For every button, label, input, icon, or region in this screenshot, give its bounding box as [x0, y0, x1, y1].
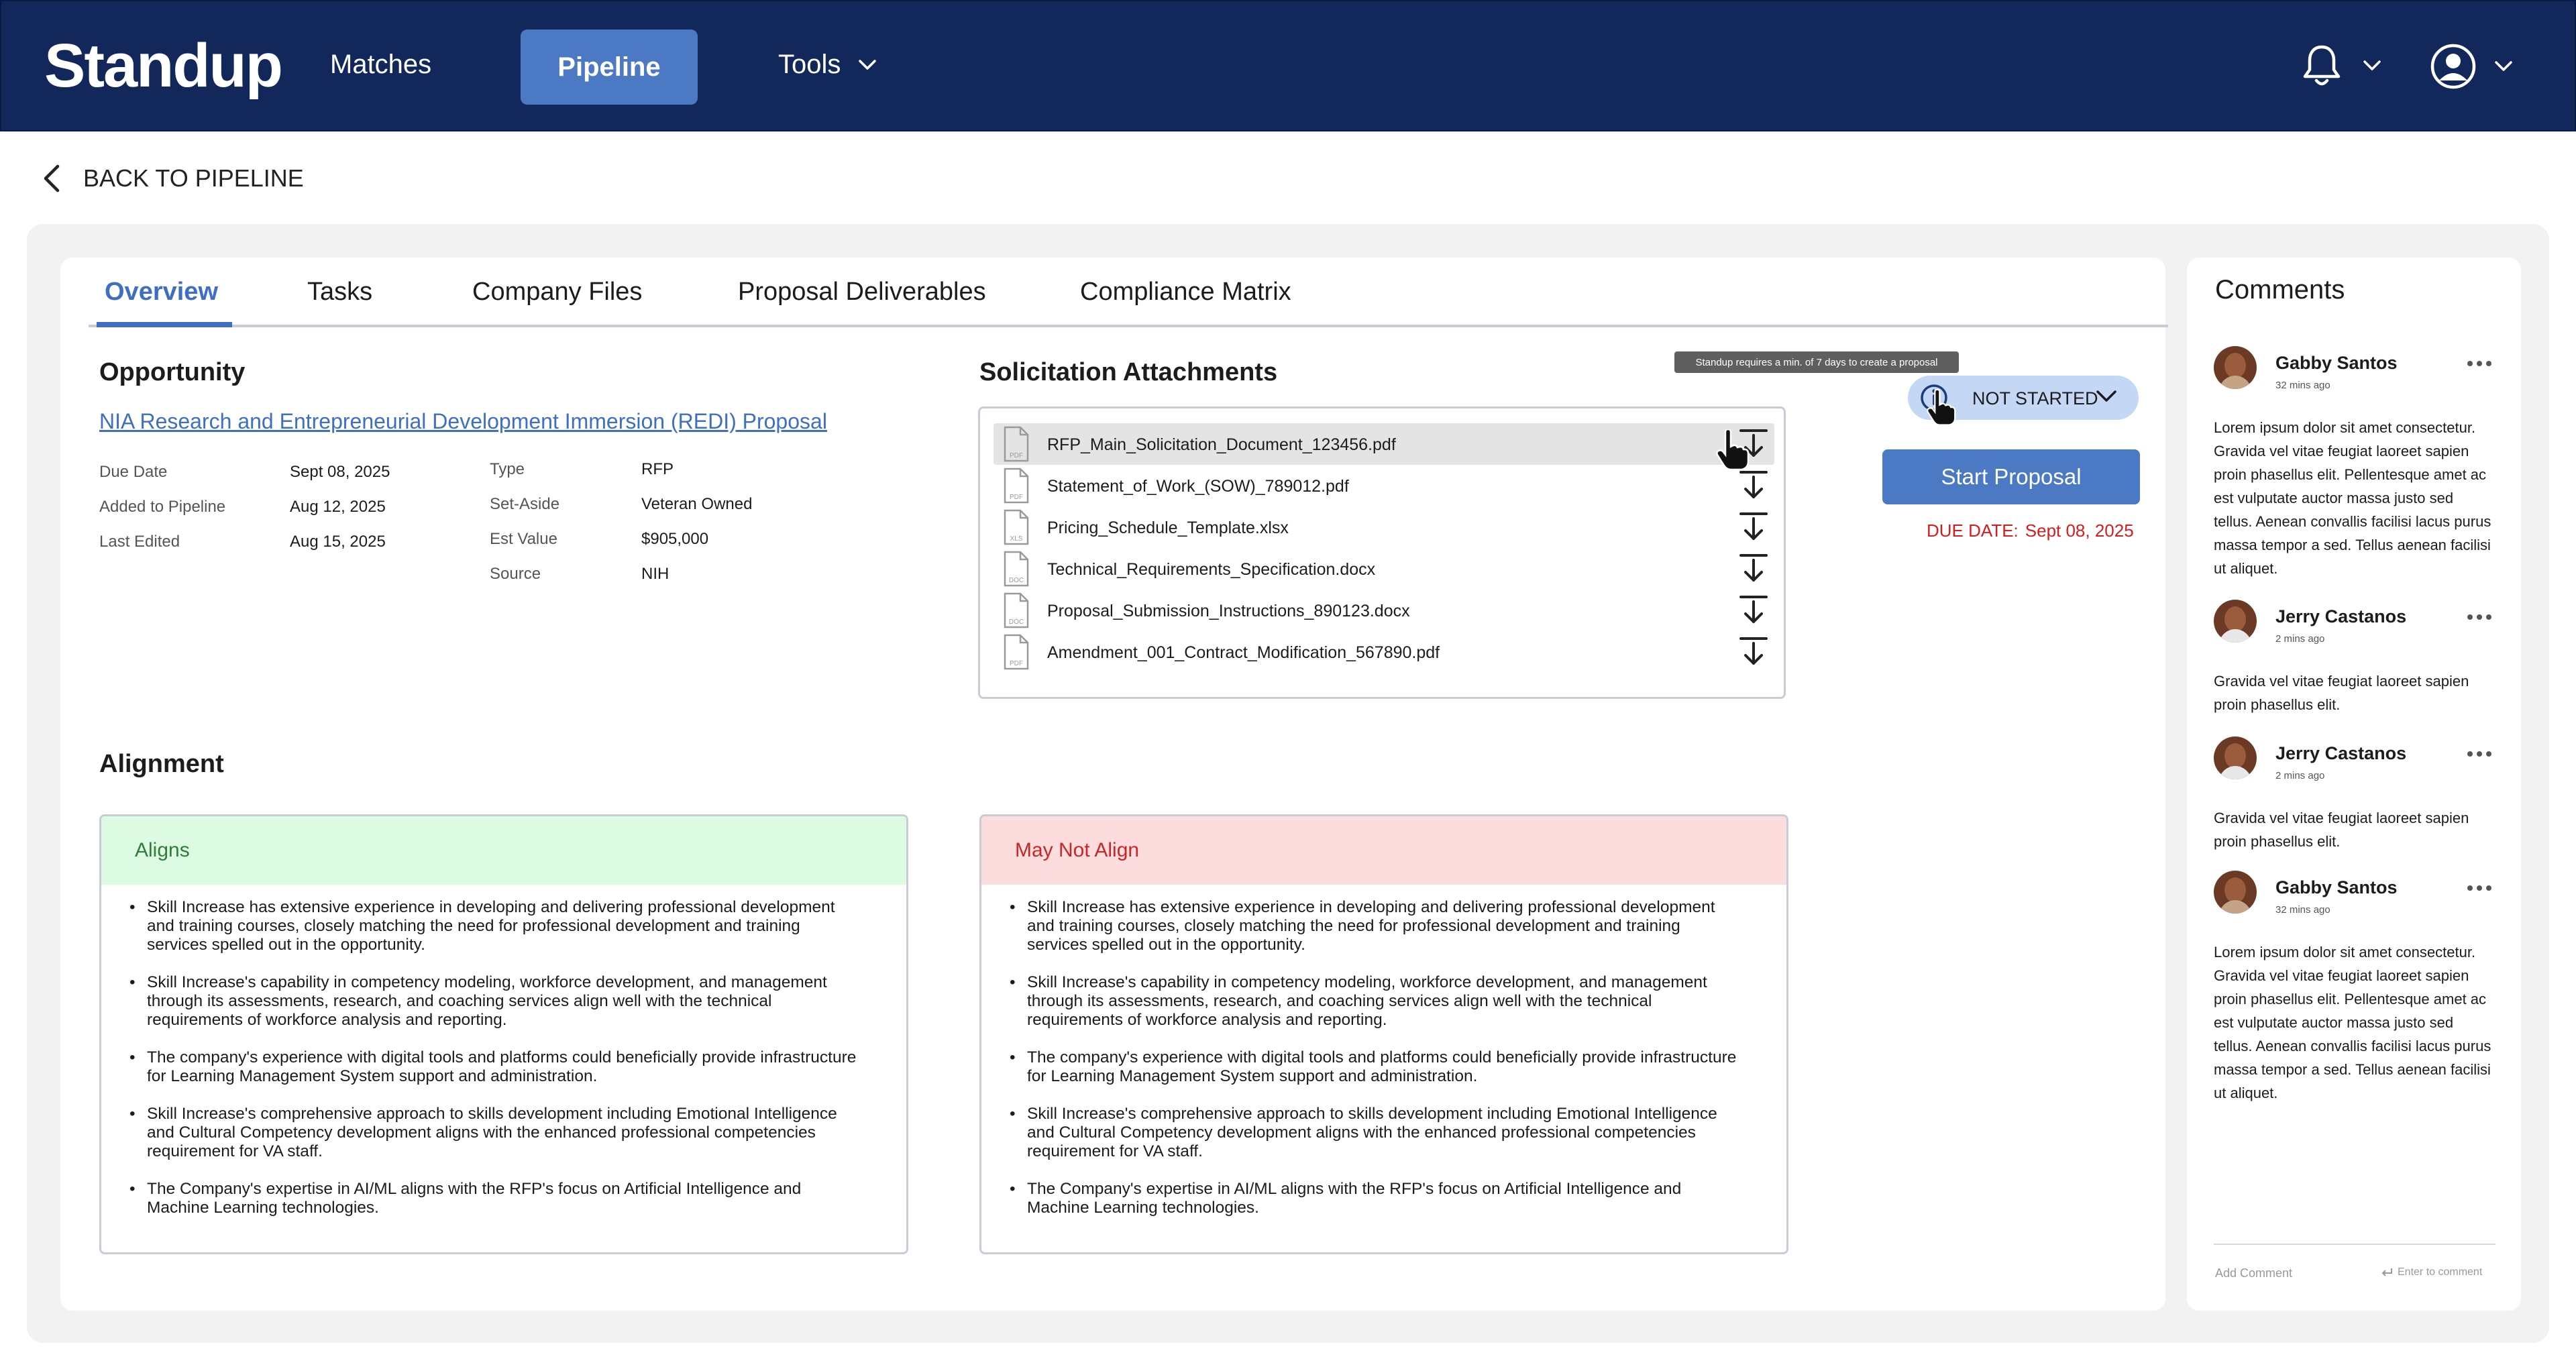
comment-author: Gabby Santos	[2275, 353, 2398, 373]
svg-text:XLS: XLS	[1010, 535, 1023, 543]
field-label: Est Value	[490, 530, 557, 548]
list-item: • The Company's expertise in AI/ML aligns with the RFP's focus on Artificial Intelligence and Machine Learning technologies.	[1027, 1180, 1739, 1217]
tab-overview[interactable]: Overview	[97, 278, 232, 327]
list-item: • Skill Increase has extensive experience in developing and delivering professional development and training courses, closely matching the need for professional development and training services spelled out in the opportunity.	[1027, 898, 1739, 954]
svg-text:PDF: PDF	[1010, 660, 1023, 667]
aligns-header: Aligns	[101, 816, 906, 885]
comment-input-divider	[2214, 1244, 2496, 1245]
status-label: NOT STARTED	[1972, 388, 2098, 408]
comment-author: Jerry Castanos	[2275, 743, 2407, 763]
comment-text: Gravida vel vitae feugiat laoreet sapien proin phasellus elit.	[2214, 673, 2469, 713]
download-icon[interactable]	[1738, 635, 1769, 667]
hand-cursor-icon	[1927, 389, 1956, 427]
attachment-row[interactable]	[994, 465, 1774, 506]
xls-file-icon	[1003, 509, 1030, 545]
add-comment-input[interactable]: Add Comment	[2215, 1266, 2293, 1280]
avatar	[2214, 600, 2257, 643]
tab-bar	[89, 274, 2168, 327]
attachment-row[interactable]	[994, 548, 1774, 590]
list-item: • Skill Increase has extensive experience in developing and delivering professional development and training courses, closely matching the need for professional development and training services spelled out in the opportunity.	[147, 898, 859, 954]
more-options-icon[interactable]	[2466, 360, 2493, 368]
download-icon[interactable]	[1738, 594, 1769, 626]
attachments-list	[978, 406, 1786, 699]
list-item: • Skill Increase's capability in competency modeling, workforce development, and management through its assessments, research, and coaching services align well with the technical requirements of workforce analysis and reporting.	[147, 973, 859, 1030]
enter-key-icon	[2380, 1267, 2394, 1278]
top-nav-bar	[0, 0, 2576, 131]
chevron-down-icon	[2494, 60, 2513, 72]
user-avatar-icon	[2430, 43, 2477, 90]
nav-tools-label: Tools	[778, 50, 841, 79]
doc-file-icon	[1003, 592, 1030, 628]
doc-file-icon	[1003, 551, 1030, 587]
may-not-align-header: May Not Align	[981, 816, 1786, 885]
back-to-pipeline-link[interactable]	[43, 164, 304, 193]
tab-compliance-matrix[interactable]: Compliance Matrix	[1080, 278, 1291, 306]
avatar	[2214, 346, 2257, 389]
comments-heading: Comments	[2215, 275, 2345, 305]
start-proposal-button[interactable]: Start Proposal	[1882, 449, 2140, 504]
user-menu[interactable]	[2430, 43, 2513, 90]
svg-text:PDF: PDF	[1010, 452, 1023, 459]
tab-proposal-deliverables[interactable]: Proposal Deliverables	[738, 278, 986, 306]
attachment-filename: Proposal_Submission_Instructions_890123.docx	[1047, 602, 1410, 620]
download-icon[interactable]	[1738, 469, 1769, 501]
svg-text:DOC: DOC	[1008, 577, 1024, 584]
attachment-filename: Pricing_Schedule_Template.xlsx	[1047, 518, 1289, 537]
attachment-row[interactable]	[994, 506, 1774, 548]
comment-author: Jerry Castanos	[2275, 606, 2407, 626]
enter-hint-label: Enter to comment	[2398, 1266, 2483, 1278]
attachment-row[interactable]	[994, 590, 1774, 631]
due-date-banner	[1927, 520, 2134, 541]
more-options-icon[interactable]	[2466, 884, 2493, 892]
set-aside-value: Veteran Owned	[641, 495, 753, 513]
pdf-file-icon	[1003, 468, 1030, 504]
field-label: Added to Pipeline	[99, 498, 226, 516]
nav-tools[interactable]	[778, 50, 877, 80]
pdf-file-icon	[1003, 426, 1030, 462]
last-edited-value: Aug 15, 2025	[290, 533, 386, 551]
due-date-value: Sept 08, 2025	[290, 463, 390, 481]
enter-hint	[2380, 1266, 2482, 1278]
est-value-value: $905,000	[641, 530, 709, 548]
nav-pipeline[interactable]: Pipeline	[521, 30, 698, 105]
bell-icon	[2301, 43, 2343, 89]
list-item: • Skill Increase's comprehensive approach to skills development including Emotional Intelligence and Cultural Competency development aligns with the enhanced professional competencies requirement for VA staff.	[147, 1105, 859, 1161]
field-label: Source	[490, 565, 541, 583]
attachments-heading: Solicitation Attachments	[979, 358, 1278, 386]
comment-time: 32 mins ago	[2275, 380, 2330, 391]
type-value: RFP	[641, 460, 674, 478]
attachment-filename: Statement_of_Work_(SOW)_789012.pdf	[1047, 477, 1349, 496]
chevron-down-icon	[858, 59, 877, 71]
comment-author: Gabby Santos	[2275, 877, 2398, 897]
list-item: • Skill Increase's comprehensive approach to skills development including Emotional Intelligence and Cultural Competency development aligns with the enhanced professional competencies requirement for VA staff.	[1027, 1105, 1739, 1161]
source-value: NIH	[641, 565, 669, 583]
may-not-align-panel	[979, 814, 1788, 1254]
tab-company-files[interactable]: Company Files	[472, 278, 643, 306]
nav-matches[interactable]: Matches	[330, 50, 432, 79]
chevron-down-icon	[2363, 60, 2381, 72]
aligns-panel	[99, 814, 908, 1254]
status-tooltip: Standup requires a min. of 7 days to create a proposal	[1674, 351, 1959, 373]
attachment-filename: Technical_Requirements_Specification.docx	[1047, 560, 1376, 579]
due-date-value: Sept 08, 2025	[2025, 520, 2134, 541]
list-item: • The company's experience with digital tools and platforms could beneficially provide infrastructure for Learning Management System support and administration.	[147, 1048, 859, 1086]
chevron-left-icon	[43, 164, 60, 193]
field-label: Due Date	[99, 463, 168, 481]
due-date-label: DUE DATE:	[1927, 520, 2019, 541]
attachment-filename: Amendment_001_Contract_Modification_567890.pdf	[1047, 643, 1440, 662]
aligns-list	[101, 885, 906, 1217]
avatar	[2214, 736, 2257, 779]
field-label: Type	[490, 460, 525, 478]
comment-time: 2 mins ago	[2275, 770, 2325, 781]
comment-time: 32 mins ago	[2275, 904, 2330, 916]
svg-text:DOC: DOC	[1008, 618, 1024, 626]
tab-tasks[interactable]: Tasks	[307, 278, 373, 306]
hand-cursor-icon	[1716, 429, 1750, 471]
opportunity-title-link[interactable]: NIA Research and Entrepreneurial Development Immersion (REDI) Proposal	[99, 409, 827, 433]
attachment-row[interactable]	[994, 423, 1774, 465]
notifications-menu[interactable]	[2301, 43, 2381, 89]
list-item: • The company's experience with digital tools and platforms could beneficially provide infrastructure for Learning Management System support and administration.	[1027, 1048, 1739, 1086]
list-item: • The Company's expertise in AI/ML aligns with the RFP's focus on Artificial Intelligence and Machine Learning technologies.	[147, 1180, 859, 1217]
comment-text: Gravida vel vitae feugiat laoreet sapien proin phasellus elit.	[2214, 810, 2469, 850]
comment-time: 2 mins ago	[2275, 633, 2325, 645]
svg-text:PDF: PDF	[1010, 494, 1023, 501]
app-logo[interactable]: Standup	[44, 32, 282, 100]
attachment-row[interactable]	[994, 631, 1774, 673]
alignment-heading: Alignment	[99, 750, 224, 778]
more-options-icon[interactable]	[2466, 613, 2493, 621]
comment-text: Lorem ipsum dolor sit amet consectetur. Gravida vel vitae feugiat laoreet sapien proin phasellus elit. Pellentesque amet ac est vulputate auctor massa justo sed tellus. Aenean convallis facilisi lacus purus massa tempor a sed. Tellus aenean facilisi ut aliquet.	[2214, 944, 2491, 1101]
may-not-align-list	[981, 885, 1786, 1217]
avatar	[2214, 871, 2257, 914]
back-label: BACK TO PIPELINE	[83, 164, 304, 192]
list-item: • Skill Increase's capability in competency modeling, workforce development, and management through its assessments, research, and coaching services align well with the technical requirements of workforce analysis and reporting.	[1027, 973, 1739, 1030]
chevron-down-icon	[2096, 389, 2117, 404]
download-icon[interactable]	[1738, 510, 1769, 543]
attachment-filename: RFP_Main_Solicitation_Document_123456.pdf	[1047, 435, 1396, 454]
pdf-file-icon	[1003, 634, 1030, 670]
added-to-pipeline-value: Aug 12, 2025	[290, 498, 386, 516]
more-options-icon[interactable]	[2466, 750, 2493, 758]
opportunity-heading: Opportunity	[99, 358, 246, 386]
field-label: Last Edited	[99, 533, 180, 551]
download-icon[interactable]	[1738, 552, 1769, 584]
comment-text: Lorem ipsum dolor sit amet consectetur. Gravida vel vitae feugiat laoreet sapien proin phasellus elit. Pellentesque amet ac est vulputate auctor massa justo sed tellus. Aenean convallis facilisi lacus purus massa tempor a sed. Tellus aenean facilisi ut aliquet.	[2214, 419, 2491, 577]
field-label: Set-Aside	[490, 495, 560, 513]
